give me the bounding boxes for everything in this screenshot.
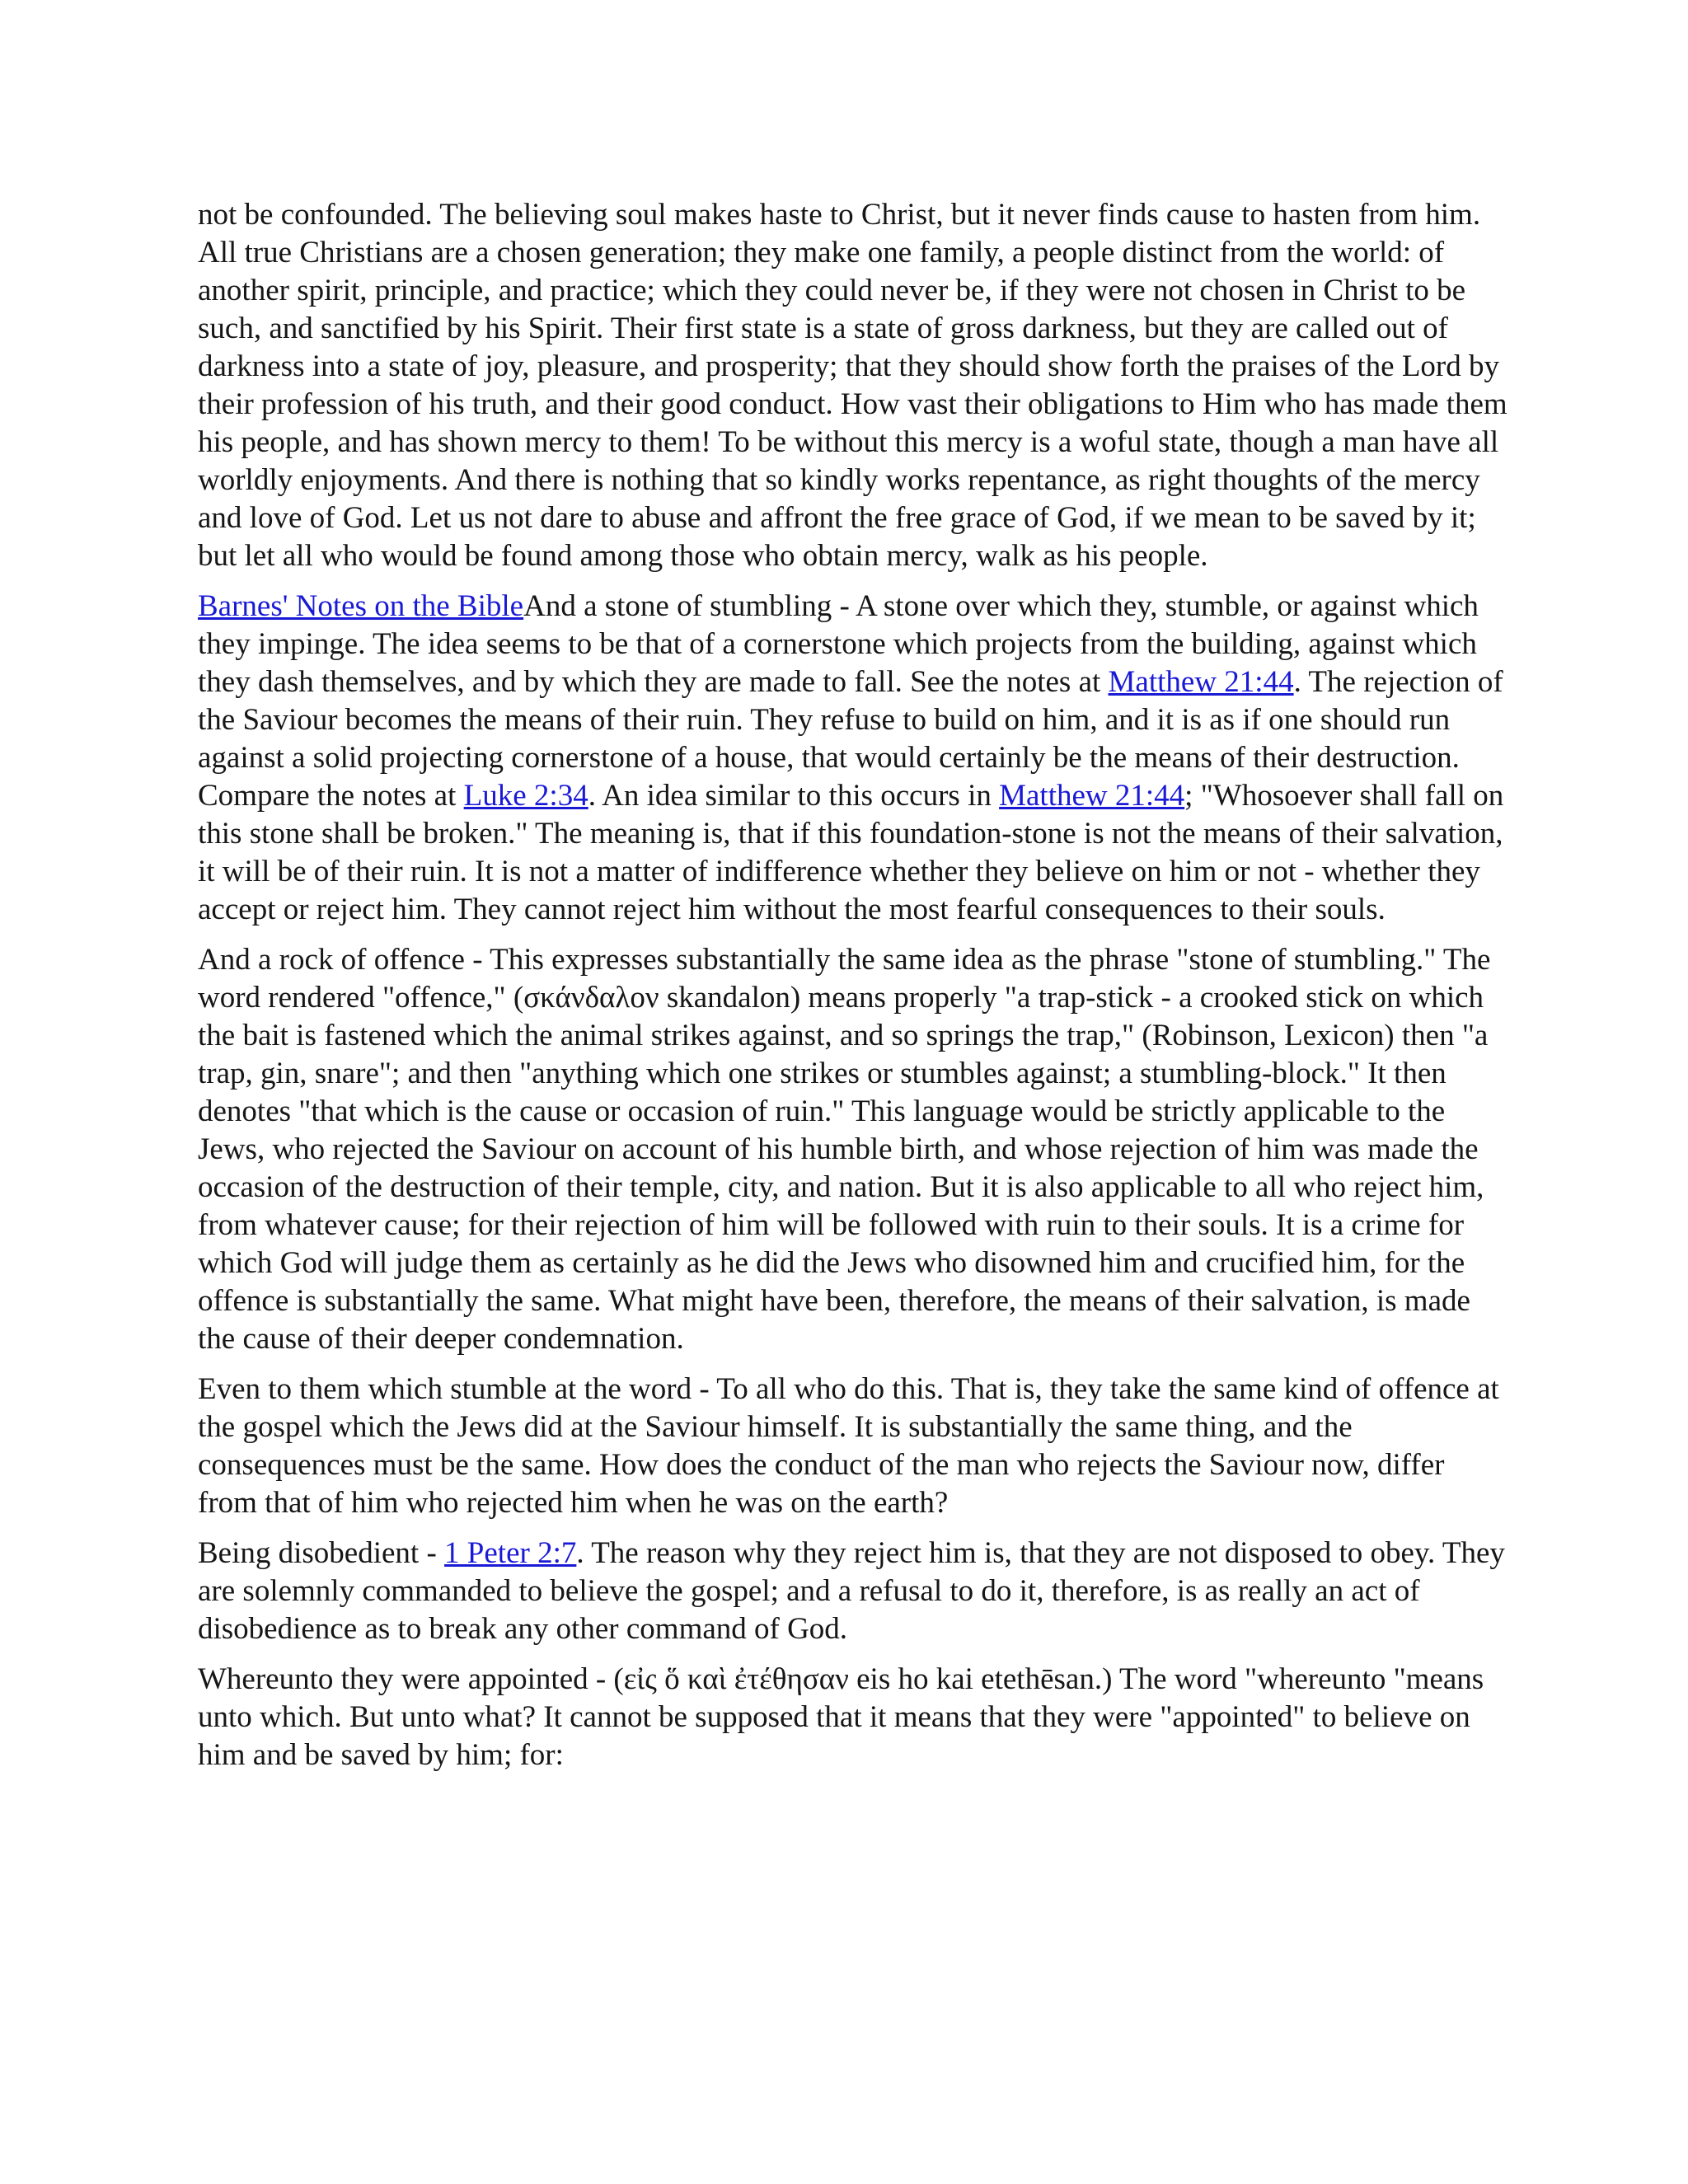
paragraph-text: Being disobedient - <box>198 1536 445 1570</box>
scripture-reference-link[interactable]: Matthew 21:44 <box>999 779 1185 813</box>
paragraph-text: . The reason why they reject him is, that they are not disposed to obey. They are solemnly commanded to believe the gospel; and a refusal to do it, therefore, is as really an act of disobedience as to break any other command of God. <box>198 1536 1505 1646</box>
paragraph-text: ; "Whosoever shall fall on this stone shall be broken." The meaning is, that if this foundation-stone is not the means of their salvation, it will be of their ruin. It is not a matter of indifference whether they believe on him or not - whether they accept or reject him. They cannot reject him without the most fearful consequences to their souls. <box>198 779 1504 926</box>
commentary-paragraph-3 <box>198 941 1508 1358</box>
document-page <box>198 196 1508 1787</box>
commentary-paragraph-6 <box>198 1661 1508 1774</box>
paragraph-text: . The rejection of the Saviour becomes the means of their ruin. They refuse to build on him, and it is as if one should run against a solid projecting cornerstone of a house, that would certainly be the means of their destruction. Compare the notes at <box>198 665 1503 813</box>
commentary-paragraph-1 <box>198 196 1508 575</box>
commentary-paragraph-2 <box>198 588 1508 929</box>
paragraph-text: not be confounded. The believing soul makes haste to Christ, but it never finds cause to hasten from him. All true Christians are a chosen generation; they make one family, a people distinct from the world: of another spirit, principle, and practice; which they could never be, if they were not chosen in Christ to be such, and sanctified by his Spirit. Their first state is a state of gross darkness, but they are called out of darkness into a state of joy, pleasure, and prosperity; that they should show forth the praises of the Lord by their profession of his truth, and their good conduct. How vast their obligations to Him who has made them his people, and has shown mercy to them! To be without this mercy is a woful state, though a man have all worldly enjoyments. And there is nothing that so kindly works repentance, as right thoughts of the mercy and love of God. Let us not dare to abuse and affront the free grace of God, if we mean to be saved by it; but let all who would be found among those who obtain mercy, walk as his people. <box>198 198 1507 573</box>
paragraph-text: Even to them which stumble at the word - To all who do this. That is, they take the same kind of offence at the gospel which the Jews did at the Saviour himself. It is substantially the same thing, and the consequences must be the same. How does the conduct of the man who rejects the Saviour now, differ from that of him who rejected him when he was on the earth? <box>198 1372 1499 1520</box>
scripture-reference-link[interactable]: Matthew 21:44 <box>1108 665 1294 699</box>
paragraph-text: And a stone of stumbling - A stone over which they, stumble, or against which they impinge. The idea seems to be that of a cornerstone which projects from the building, against which they dash themselves, and by which they are made to fall. See the notes at <box>198 589 1479 699</box>
paragraph-text: . An idea similar to this occurs in <box>588 779 1000 813</box>
commentary-paragraph-5 <box>198 1535 1508 1648</box>
paragraph-text: And a rock of offence - This expresses substantially the same idea as the phrase "stone of stumbling." The word rendered "offence," (σκάνδαλον skandalon) means properly "a trap-stick - a crooked stick on which the bait is fastened which the animal strikes against, and so springs the trap," (Robinson, Lexicon) then "a trap, gin, snare"; and then "anything which one strikes or stumbles against; a stumbling-block." It then denotes "that which is the cause or occasion of ruin." This language would be strictly applicable to the Jews, who rejected the Saviour on account of his humble birth, and whose rejection of him was made the occasion of the destruction of their temple, city, and nation. But it is also applicable to all who reject him, from whatever cause; for their rejection of him will be followed with ruin to their souls. It is a crime for which God will judge them as certainly as he did the Jews who disowned him and crucified him, for the offence is substantially the same. What might have been, therefore, the means of their salvation, is made the cause of their deeper condemnation. <box>198 943 1491 1356</box>
paragraph-text: Whereunto they were appointed - (εἰς ὅ καὶ ἐτέθησαν eis ho kai etethēsan.) The word "whereunto "means unto which. But unto what? It cannot be supposed that it means that they were "appointed" to believe on him and be saved by him; for: <box>198 1662 1484 1772</box>
commentary-paragraph-4 <box>198 1371 1508 1522</box>
scripture-reference-link[interactable]: 1 Peter 2:7 <box>444 1536 577 1570</box>
scripture-reference-link[interactable]: Luke 2:34 <box>463 779 588 813</box>
scripture-reference-link[interactable]: Barnes' Notes on the Bible <box>198 589 524 623</box>
